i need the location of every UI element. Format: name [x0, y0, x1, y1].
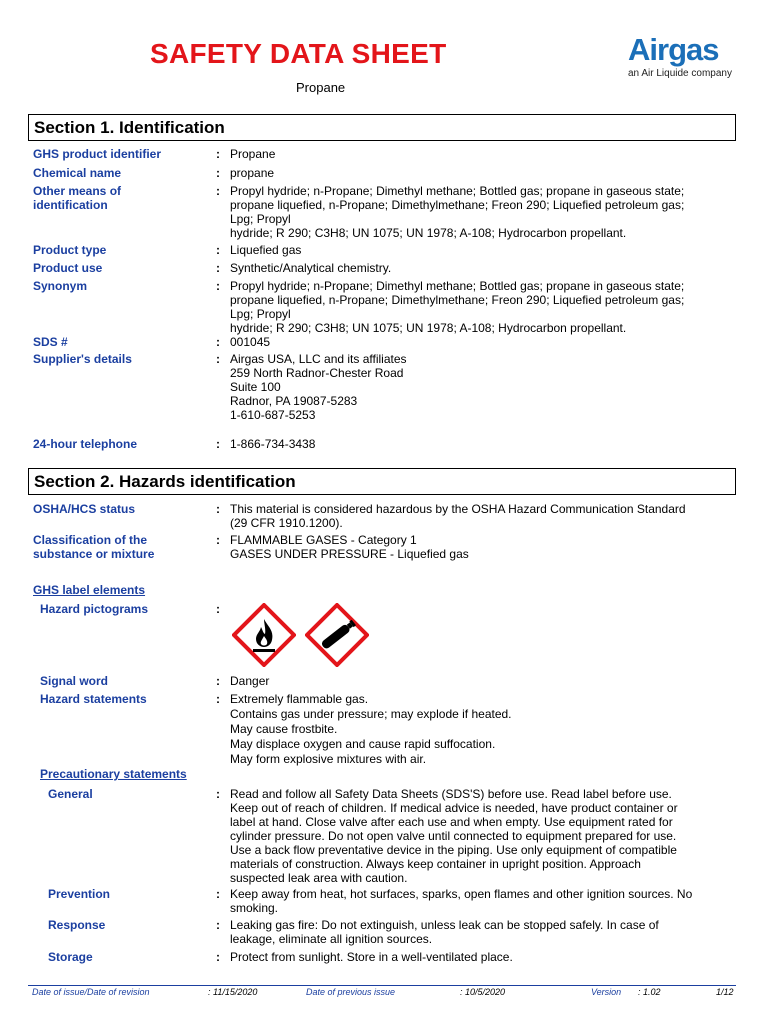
- airgas-logo: [628, 34, 732, 79]
- label-product-type: Product type: [33, 243, 107, 257]
- gas-cylinder-pictogram-icon: [305, 603, 369, 667]
- value-response: Leaking gas fire: Do not extinguish, unless leak can be stopped safely. In case of leakage, eliminate all ignition sources.: [230, 918, 659, 946]
- value-prevention: Keep away from heat, hot surfaces, sparks, open flames and other ignition sources. No smoking.: [230, 887, 693, 915]
- footer-version-label: Version: [591, 987, 622, 997]
- label-ghs-product-identifier: GHS product identifier: [33, 147, 162, 161]
- value-osha-status: This material is considered hazardous by the OSHA Hazard Communication Standard (29 CFR 1910.1200).: [230, 502, 686, 530]
- label-synonym: Synonym: [33, 279, 88, 293]
- label-response: Response: [48, 918, 106, 932]
- footer-previous-value: : 10/5/2020: [460, 987, 506, 997]
- value-product-use: Synthetic/Analytical chemistry.: [230, 261, 392, 275]
- value-telephone: 1-866-734-3438: [230, 437, 316, 451]
- label-supplier: Supplier's details: [33, 352, 132, 366]
- label-telephone: 24-hour telephone: [33, 437, 138, 451]
- value-chemical-name: propane: [230, 166, 275, 180]
- footer-issue-value: : 11/15/2020: [208, 987, 258, 997]
- value-synonym: Propyl hydride; n-Propane; Dimethyl methane; Bottled gas; propane in gaseous state; propane liquefied, n-Propane; Dimethylmethane; Freon 290; Liquefied petroleum gas; Lpg; Propyl hydride; R 290; C3H8; UN 1075; UN 1978; A-108; Hydrocarbon propellant.: [230, 279, 685, 335]
- value-hazard-statements: Extremely flammable gas. Contains gas under pressure; may explode if heated. May cause frostbite. May displace oxygen and cause rapid suffocation. May form explosive mixtures with air.: [230, 692, 512, 766]
- value-other-means: Propyl hydride; n-Propane; Dimethyl methane; Bottled gas; propane in gaseous state; propane liquefied, n-Propane; Dimethylmethane; Freon 290; Liquefied petroleum gas; Lpg; Propyl hydride; R 290; C3H8; UN 1075; UN 1978; A-108; Hydrocarbon propellant.: [230, 184, 685, 240]
- section-2-heading: Section 2. Hazards identification: [28, 468, 736, 495]
- logo-brand: Airgas: [628, 32, 719, 67]
- flame-pictogram-icon: [232, 603, 296, 667]
- document-title: SAFETY DATA SHEET: [150, 38, 447, 69]
- label-general: General: [48, 787, 93, 801]
- label-storage: Storage: [48, 950, 93, 964]
- footer-version-value: : 1.02: [638, 987, 661, 997]
- label-signal-word: Signal word: [40, 674, 109, 688]
- label-hazard-statements: Hazard statements: [40, 692, 147, 706]
- value-classification: FLAMMABLE GASES - Category 1 GASES UNDER PRESSURE - Liquefied gas: [230, 533, 469, 561]
- label-chemical-name: Chemical name: [33, 166, 122, 180]
- label-product-use: Product use: [33, 261, 103, 275]
- label-classification: Classification of the substance or mixture: [33, 533, 155, 561]
- value-product-type: Liquefied gas: [230, 243, 302, 257]
- value-storage: Protect from sunlight. Store in a well-ventilated place.: [230, 950, 513, 964]
- precautionary-statements-heading: Precautionary statements: [40, 767, 187, 781]
- value-sds-number: 001045: [230, 335, 271, 349]
- label-other-means: Other means of identification: [33, 184, 122, 212]
- footer-issue-label: Date of issue/Date of revision: [32, 987, 150, 997]
- footer-page-number: 1/12: [716, 987, 734, 997]
- section-1-heading: Section 1. Identification: [28, 114, 736, 141]
- label-hazard-pictograms: Hazard pictograms: [40, 602, 149, 616]
- product-subtitle: Propane: [296, 80, 346, 95]
- value-ghs-product-identifier: Propane: [230, 147, 276, 161]
- footer-previous-label: Date of previous issue: [306, 987, 396, 997]
- label-prevention: Prevention: [48, 887, 111, 901]
- value-signal-word: Danger: [230, 674, 270, 688]
- logo-tagline: an Air Liquide company: [628, 68, 732, 79]
- label-osha-status: OSHA/HCS status: [33, 502, 136, 516]
- page-footer: [28, 985, 736, 1000]
- value-general: Read and follow all Safety Data Sheets (SDS'S) before use. Read label before use. Keep out of reach of children. If medical advice is needed, have product container or label at hand. Close valve after each use and when empty. Use equipment rated for cylinder pressure. Do not open valve until connected to equipment prepared for use. Use a back flow preventative device in the piping. Use only equipment of compatible materials of construction. Always keep container in upright position. Approach suspected leak area with caution.: [230, 787, 678, 885]
- ghs-label-elements-heading: GHS label elements: [33, 583, 146, 597]
- value-supplier: Airgas USA, LLC and its affiliates 259 North Radnor-Chester Road Suite 100 Radnor, PA 19087-5283 1-610-687-5253: [230, 352, 407, 422]
- label-sds-number: SDS #: [33, 335, 68, 349]
